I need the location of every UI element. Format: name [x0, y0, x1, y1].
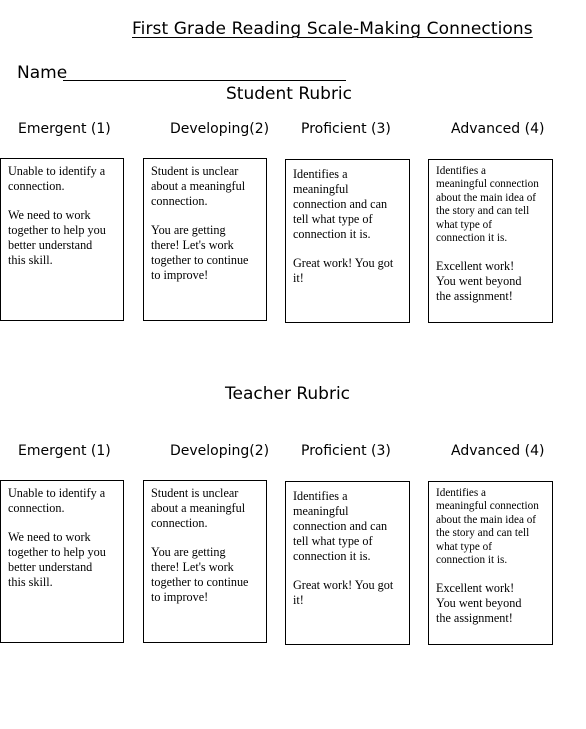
- teacher-col-heading-advanced: Advanced (4): [451, 443, 545, 459]
- teacher-col-heading-proficient: Proficient (3): [301, 443, 391, 459]
- teacher-advanced-descriptor: Identifies a meaningful connection about the main idea of the story and can tell what type of connection it is.: [436, 487, 539, 567]
- student-proficient-descriptor: Identifies a meaningful connection and can tell what type of connection it is.: [293, 167, 388, 241]
- teacher-box-developing: [143, 480, 267, 643]
- teacher-proficient-descriptor: Identifies a meaningful connection and can tell what type of connection it is.: [293, 489, 388, 563]
- teacher-advanced-feedback: Excellent work! You went beyond the assignment!: [436, 581, 522, 626]
- page-title: First Grade Reading Scale-Making Connections: [132, 19, 533, 39]
- student-rubric-heading: Student Rubric: [226, 84, 352, 104]
- teacher-emergent-feedback: We need to work together to help you better understand this skill.: [8, 530, 106, 589]
- teacher-col-heading-developing: Developing(2): [170, 443, 270, 459]
- student-advanced-descriptor: Identifies a meaningful connection about the main idea of the story and can tell what type of connection it is.: [436, 165, 539, 245]
- student-col-heading-advanced: Advanced (4): [451, 121, 545, 137]
- student-col-heading-emergent: Emergent (1): [18, 121, 111, 137]
- student-box-proficient: [285, 159, 410, 323]
- teacher-rubric-heading: Teacher Rubric: [225, 384, 351, 404]
- teacher-box-emergent: [0, 480, 124, 643]
- student-box-developing: [143, 158, 267, 321]
- teacher-box-proficient: [285, 481, 410, 645]
- student-emergent-descriptor: Unable to identify a connection.: [8, 164, 106, 193]
- student-proficient-feedback: Great work! You got it!: [293, 256, 394, 285]
- teacher-developing-descriptor: Student is unclear about a meaningful connection.: [151, 486, 246, 530]
- name-line[interactable]: [63, 80, 346, 81]
- student-developing-feedback: You are getting there! Let's work together to continue to improve!: [151, 223, 249, 282]
- student-box-advanced: [428, 159, 553, 323]
- student-col-heading-proficient: Proficient (3): [301, 121, 391, 137]
- name-label: Name: [17, 63, 68, 83]
- teacher-col-heading-emergent: Emergent (1): [18, 443, 111, 459]
- student-advanced-feedback: Excellent work! You went beyond the assignment!: [436, 259, 522, 304]
- student-developing-descriptor: Student is unclear about a meaningful connection.: [151, 164, 246, 208]
- teacher-proficient-feedback: Great work! You got it!: [293, 578, 394, 607]
- teacher-developing-feedback: You are getting there! Let's work together to continue to improve!: [151, 545, 249, 604]
- teacher-emergent-descriptor: Unable to identify a connection.: [8, 486, 106, 515]
- student-box-emergent: [0, 158, 124, 321]
- student-emergent-feedback: We need to work together to help you better understand this skill.: [8, 208, 106, 267]
- student-col-heading-developing: Developing(2): [170, 121, 270, 137]
- teacher-box-advanced: [428, 481, 553, 645]
